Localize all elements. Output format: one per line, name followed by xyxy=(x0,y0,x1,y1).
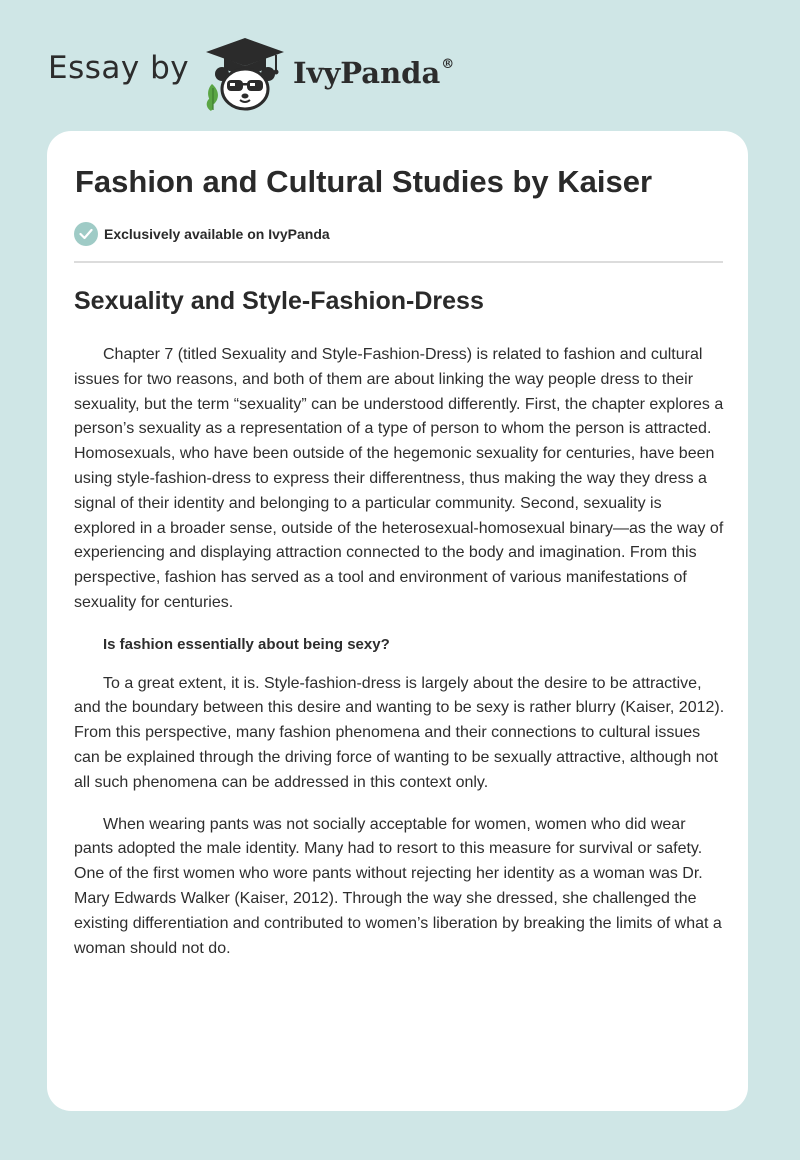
panda-graduate-icon xyxy=(202,36,288,112)
essay-body xyxy=(74,343,726,978)
brand-name[interactable]: IvyPanda® xyxy=(293,56,455,90)
exclusive-badge-text: Exclusively available on IvyPanda xyxy=(104,226,330,242)
question-heading: Is fashion essentially about being sexy? xyxy=(103,635,390,653)
exclusive-badge xyxy=(74,222,330,246)
paragraph: To a great extent, it is. Style-fashion-dress is largely about the desire to be attractive, and the boundary between this desire and wanting to be sexy is rather blurry (Kaiser, 2012). From this perspective, many fashion phenomena and their connections to cultural issues can be explained through the driving force of wanting to be sexually attractive, although not all such phenomena can be addressed in this context only. xyxy=(74,674,725,791)
paragraph: Chapter 7 (titled Sexuality and Style-Fashion-Dress) is related to fashion and cultural issues for two reasons, and both of them are about linking the way people dress to their sexuality, but the term “sexuality” can be understood differently. First, the chapter explores a person’s sexuality as a representation of a type of person to whom the person is attracted. Homosexuals, who have been outside of the hegemonic sexuality for centuries, have been using style-fashion-dress to express their differentness, thus making the way they dress a signal of their identity and belonging to a particular community. Second, sexuality is explored in a broader sense, outside of the heterosexual-homosexual binary—as the way of experiencing and displaying attraction connected to the body and imagination. From this perspective, fashion has served as a tool and environment of various manifestations of sexuality for centuries. xyxy=(74,346,724,611)
essay-by-label: Essay by xyxy=(48,50,190,86)
divider xyxy=(74,261,723,263)
page-title: Fashion and Cultural Studies by Kaiser xyxy=(75,164,653,199)
essay-card xyxy=(47,131,748,1111)
site-header xyxy=(48,36,648,116)
paragraph: When wearing pants was not socially acceptable for women, women who did wear pants adopted the male identity. Many had to resort to this measure for survival or safety. One of the first women who wore pants without rejecting her identity as a woman was Dr. Mary Edwards Walker (Kaiser, 2012). Through the way she dressed, she challenged the existing differentiation and contributed to women’s liberation by breaking the limits of what a woman should not do. xyxy=(74,815,722,957)
registered-mark: ® xyxy=(441,57,455,73)
check-circle-icon xyxy=(74,222,98,246)
section-heading: Sexuality and Style-Fashion-Dress xyxy=(74,287,484,315)
